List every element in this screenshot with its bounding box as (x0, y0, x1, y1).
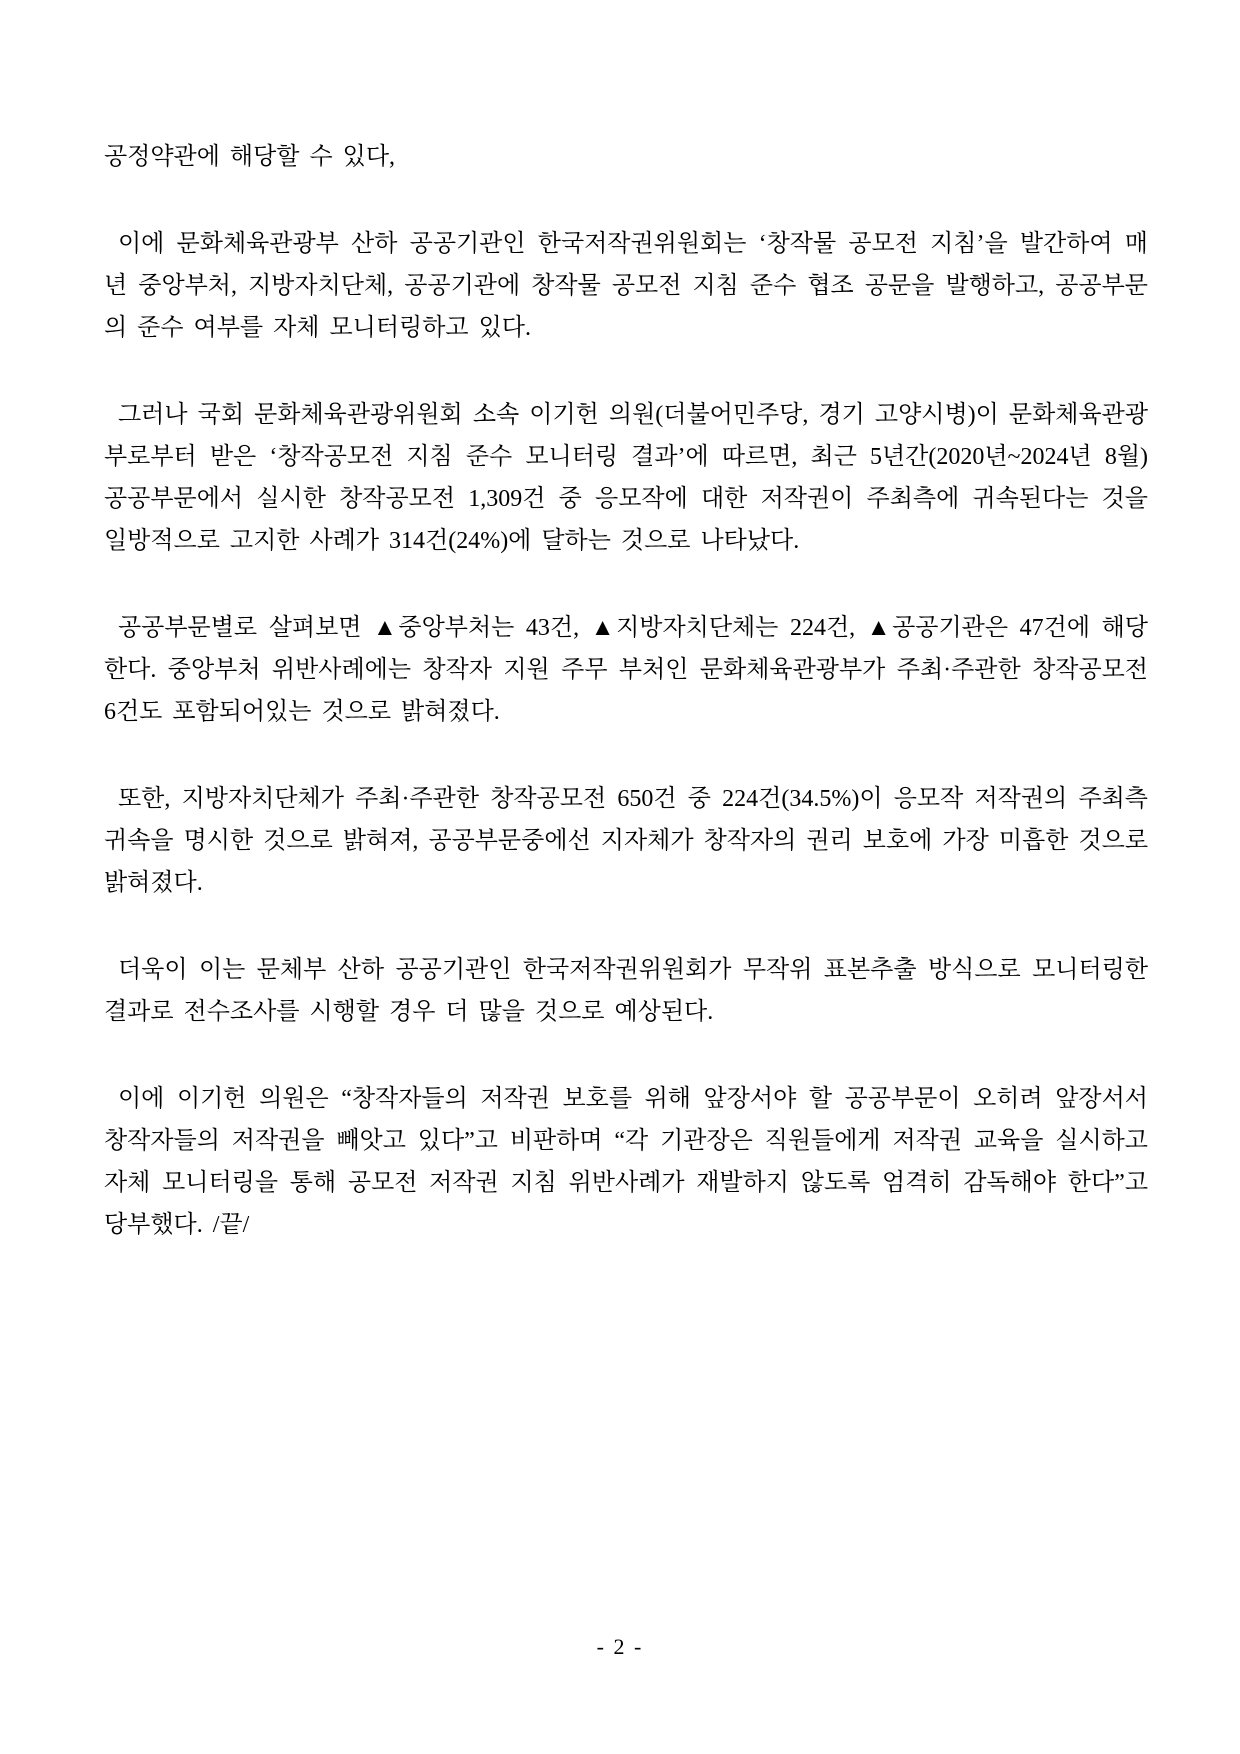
paragraph-monitoring-results: 그러나 국회 문화체육관광위원회 소속 이기헌 의원(더불어민주당, 경기 고양시병)이 문화체육관광부로부터 받은 ‘창작공모전 지침 준수 모니터링 결과’에 따르면, 최근 5년간(2020년~2024년 8월) 공공부문에서 실시한 창작공모전 1,309건 중 응모작에 대한 저작권이 주최측에 귀속된다는 것을 일방적으로 고지한 사례가 314건(24%)에 달하는 것으로 나타났다. (104, 402, 1148, 554)
paragraph-sampling-note: 더욱이 이는 문체부 산하 공공기관인 한국저작권위원회가 무작위 표본추출 방식으로 모니터링한 결과로 전수조사를 시행할 경우 더 많을 것으로 예상된다. (104, 957, 1148, 1025)
page-footer (0, 1634, 1240, 1660)
paragraph-local-government: 또한, 지방자치단체가 주최·주관한 창작공모전 650건 중 224건(34.5%)이 응모작 저작권의 주최측 귀속을 명시한 것으로 밝혀져, 공공부문중에선 지자체가 창작자의 권리 보호에 가장 미흡한 것으로 밝혀졌다. (104, 786, 1148, 896)
page-number: - 2 - (596, 1634, 644, 1659)
paragraph-unfair-terms: 공정약관에 해당할 수 있다, (104, 144, 396, 170)
paragraph-sector-breakdown: 공공부문별로 살펴보면 ▲중앙부처는 43건, ▲지방자치단체는 224건, ▲공공기관은 47건에 해당한다. 중앙부처 위반사례에는 창작자 지원 주무 부처인 문화체육관광부가 주최·주관한 창작공모전 6건도 포함되어있는 것으로 밝혀졌다. (104, 615, 1148, 725)
paragraph-guideline-publication: 이에 문화체육관광부 산하 공공기관인 한국저작권위원회는 ‘창작물 공모전 지침’을 발간하여 매년 중앙부처, 지방자치단체, 공공기관에 창작물 공모전 지침 준수 협조 공문을 발행하고, 공공부문의 준수 여부를 자체 모니터링하고 있다. (104, 231, 1148, 341)
paragraph-lawmaker-quote: 이에 이기헌 의원은 “창작자들의 저작권 보호를 위해 앞장서야 할 공공부문이 오히려 앞장서서 창작자들의 저작권을 빼앗고 있다”고 비판하며 “각 기관장은 직원들에게 저작권 교육을 실시하고 자체 모니터링을 통해 공모전 저작권 지침 위반사례가 재발하지 않도록 엄격히 감독해야 한다”고 당부했다. /끝/ (104, 1086, 1148, 1238)
